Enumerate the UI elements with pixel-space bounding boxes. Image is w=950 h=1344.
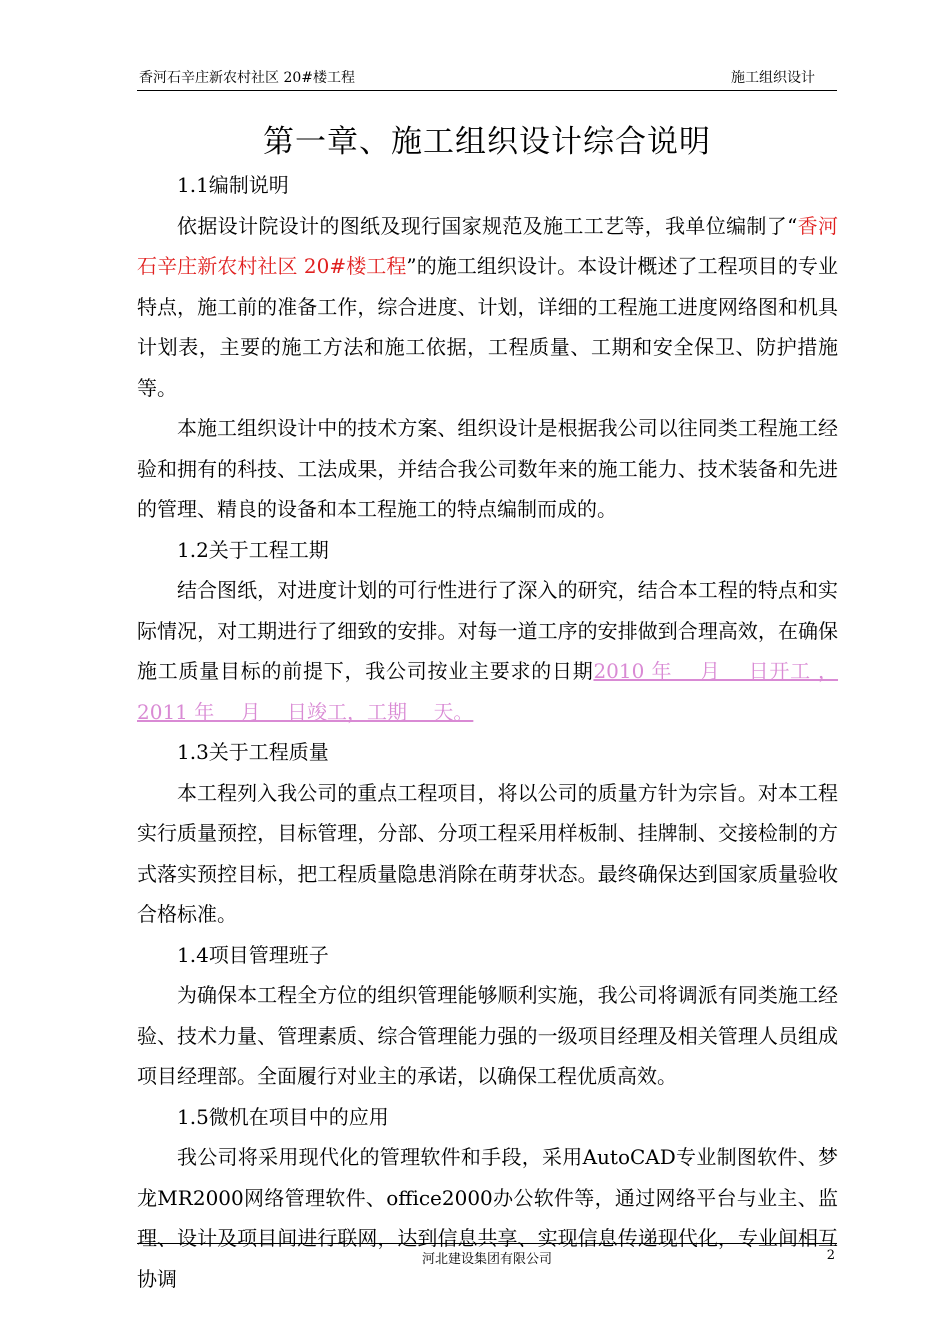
page-footer: [137, 1243, 837, 1270]
document-body: [137, 165, 838, 1299]
header-project-name: 香河石辛庄新农村社区 20#楼工程: [139, 70, 355, 86]
paragraph: 依据设计院设计的图纸及现行国家规范及施工工艺等，我单位编制了“香河石辛庄新农村社区 20#楼工程”的施工组织设计。本设计概述了工程项目的专业特点，施工前的准备工作，综合进度、计划，详细的工程施工进度网络图和机具计划表，主要的施工方法和施工依据，工程质量、工期和安全保卫、防护措施等。: [137, 213, 839, 400]
paragraph: 为确保本工程全方位的组织管理能够顺利实施，我公司将调派有同类施工经验、技术力量、管理素质、综合管理能力强的一级项目经理及相关管理人员组成项目经理部。全面履行对业主的承诺，以确保工程优质高效。: [137, 983, 838, 1088]
section-heading-1-2: 1.2关于工程工期: [177, 537, 329, 562]
section-heading-1-5: 1.5微机在项目中的应用: [177, 1104, 389, 1129]
footer-company: 河北建设集团有限公司: [421, 1252, 552, 1267]
paragraph: 本施工组织设计中的技术方案、组织设计是根据我公司以往同类工程施工经验和拥有的科技、工法成果，并结合我公司数年来的施工能力、技术装备和先进的管理、精良的设备和本工程施工的特点编制而成的。: [137, 416, 838, 521]
page-number: 2: [826, 1248, 835, 1263]
page-header: [137, 64, 837, 91]
paragraph: 我公司将采用现代化的管理软件和手段，采用AutoCAD专业制图软件、梦龙MR2000网络管理软件、office2000办公软件等，通过网络平台与业主、监理、设计及项目间进行联网，达到信息共享、实现信息传递现代化，专业间相互协调: [137, 1145, 838, 1291]
section-heading-1-3: 1.3关于工程质量: [177, 740, 329, 764]
highlight-project-name: 香河石辛庄新农村社区 20#楼工程: [137, 213, 839, 278]
section-heading-1-1: 1.1编制说明: [177, 173, 289, 197]
highlight-schedule-dates: 2010 年 月 日开工 ，2011 年 月 日竣工，工期 天。: [137, 659, 839, 724]
section-heading-1-4: 1.4项目管理班子: [177, 942, 329, 967]
header-doc-type: 施工组织设计: [731, 70, 815, 86]
paragraph: 结合图纸，对进度计划的可行性进行了深入的研究，结合本工程的特点和实际情况，对工期进行了细致的安排。对每一道工序的安排做到合理高效，在确保施工质量目标的前提下，我公司按业主要求的日期2010 年 月 日开工 ，2011 年 月 日竣工，工期 天。: [137, 578, 839, 724]
chapter-title: 第一章、施工组织设计综合说明: [263, 124, 711, 160]
paragraph: 本工程列入我公司的重点工程项目，将以公司的质量方针为宗旨。对本工程实行质量预控，目标管理，分部、分项工程采用样板制、挂牌制、交接检制的方式落实预控目标，把工程质量隐患消除在萌芽状态。最终确保达到国家质量验收合格标准。: [137, 780, 838, 926]
